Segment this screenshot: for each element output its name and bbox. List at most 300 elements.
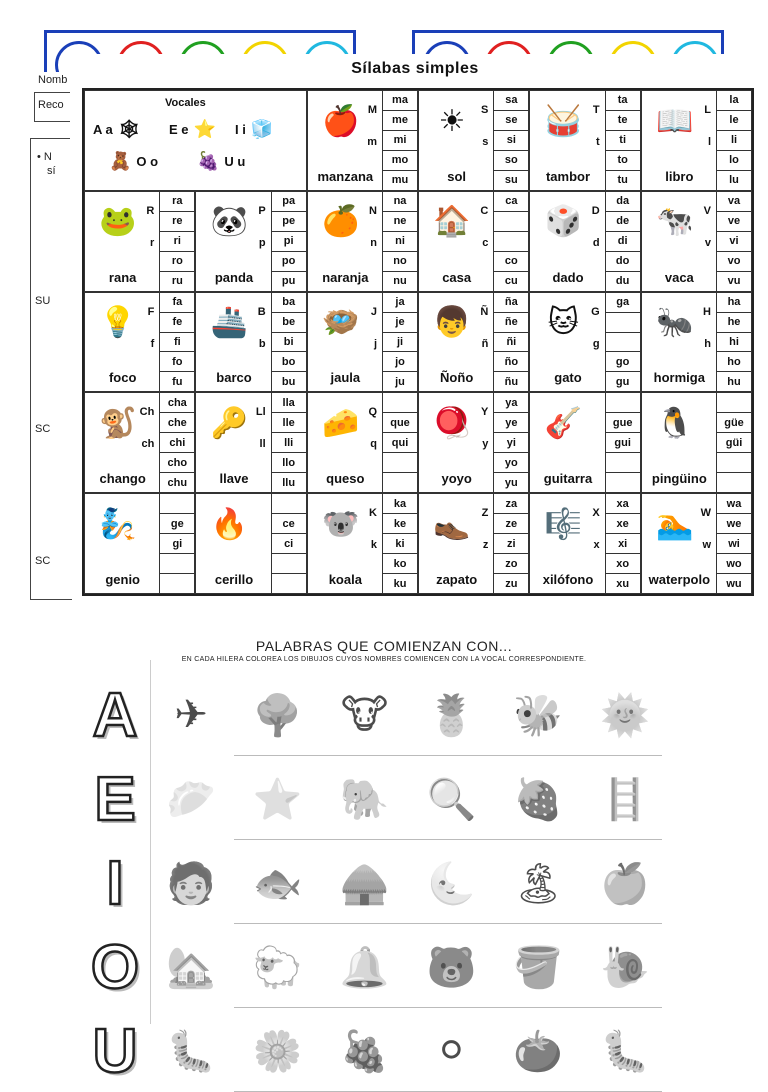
vowel-u xyxy=(197,151,245,172)
syllable: gu xyxy=(615,375,630,388)
cell-letters xyxy=(140,401,155,455)
house-icon[interactable]: 🏡 xyxy=(166,945,216,990)
cell-word: panda xyxy=(214,269,254,285)
indian-icon[interactable]: 🧑 xyxy=(166,861,216,906)
cell-letters xyxy=(480,200,488,254)
syllable: pe xyxy=(272,212,306,232)
cell-word: hormiga xyxy=(653,370,705,386)
cell-letters xyxy=(258,200,265,254)
lowercase-letter: r xyxy=(150,236,155,249)
syllable: llu xyxy=(282,476,296,489)
syllable: ha xyxy=(717,293,751,313)
syllable xyxy=(606,333,640,353)
cell-word: tambor xyxy=(545,168,591,184)
syllable: fo xyxy=(160,352,194,372)
lowercase-letter: g xyxy=(592,337,600,350)
syllable-cell-22 xyxy=(84,493,195,594)
cell-word: libro xyxy=(665,168,694,184)
ladder-icon[interactable]: 🪜 xyxy=(600,777,650,822)
lowercase-letter: ch xyxy=(141,438,155,451)
worksheet-title: PALABRAS QUE COMIENZAN CON... xyxy=(255,638,513,654)
sheep-icon[interactable]: 🐑 xyxy=(252,945,303,990)
syllable: ya xyxy=(494,393,528,413)
vowel-o-letters: O o xyxy=(136,154,159,169)
syllable: pa xyxy=(272,192,306,212)
syllable: wu xyxy=(726,577,742,590)
syllable xyxy=(494,212,528,232)
cow-icon: 🐄 xyxy=(655,205,694,239)
mirror-icon[interactable]: 🔍 xyxy=(426,777,477,822)
syllable-column xyxy=(271,393,306,492)
cell-word: foco xyxy=(108,370,137,386)
uppercase-letter: C xyxy=(480,204,489,217)
syllable: ji xyxy=(383,333,417,353)
syllable-cell-0 xyxy=(307,90,418,191)
syllable-cell-18 xyxy=(307,392,418,493)
island-icon[interactable]: 🏝 xyxy=(512,861,564,906)
cell-word: guitarra xyxy=(543,471,593,487)
syllable: bi xyxy=(272,333,306,353)
syllable-cell-17 xyxy=(195,392,306,493)
syllable xyxy=(494,232,528,252)
lowercase-letter: ñ xyxy=(481,337,489,350)
syllable xyxy=(606,313,640,333)
lowercase-letter: n xyxy=(370,236,377,249)
uppercase-letter: Q xyxy=(368,406,377,419)
boy-icon: 👦 xyxy=(433,306,471,340)
syllable: wo xyxy=(717,554,751,574)
syllable: lla xyxy=(272,393,306,413)
bell-icon[interactable]: 🔔 xyxy=(339,945,390,990)
syllable: zo xyxy=(494,554,528,574)
vowel-u-letters: U u xyxy=(224,154,246,169)
shoe-icon: 👞 xyxy=(433,507,471,541)
syllable: bo xyxy=(272,352,306,372)
uppercase-letter: L xyxy=(704,104,711,116)
syllable: nu xyxy=(393,275,407,288)
bg-label-sc2: SC xyxy=(35,555,51,567)
lowercase-letter: c xyxy=(482,236,489,249)
vowel-row-i xyxy=(84,842,662,924)
syllable: yu xyxy=(504,476,518,489)
cell-letters xyxy=(369,502,377,556)
dice-icon: 🎲 xyxy=(544,205,582,239)
syllable: ti xyxy=(606,131,640,151)
syllable-column xyxy=(493,393,528,492)
syllable: ge xyxy=(160,514,194,534)
yoyo-icon: 🪀 xyxy=(433,406,471,440)
coloring-worksheet xyxy=(0,600,768,1086)
genie-icon: 🧞 xyxy=(99,507,137,541)
row-separator xyxy=(234,755,662,756)
cell-word: queso xyxy=(326,471,365,487)
cell-letters xyxy=(592,502,599,556)
syllable: gue xyxy=(606,413,640,433)
bg-label-sc1: SC xyxy=(35,423,51,435)
row-separator xyxy=(234,839,662,840)
syllable: ze xyxy=(494,514,528,534)
syllable: na xyxy=(383,192,417,212)
caterpillar-icon[interactable]: 🐛 xyxy=(600,1029,650,1074)
lowercase-letter: d xyxy=(592,236,600,249)
syllable: mu xyxy=(391,174,409,187)
syllable-cell-20 xyxy=(529,392,640,493)
key-icon: 🔑 xyxy=(210,406,248,440)
syllable-column xyxy=(159,293,194,392)
syllable: go xyxy=(606,352,640,372)
cell-word: sol xyxy=(447,168,467,184)
bear-icon[interactable]: 🐻 xyxy=(426,945,477,990)
syllable: cu xyxy=(504,275,518,288)
cell-letters xyxy=(704,99,711,153)
snail-icon[interactable]: 🐌 xyxy=(600,945,650,990)
syllable xyxy=(383,393,417,413)
apple-icon[interactable]: 🍏 xyxy=(600,861,650,906)
syllable: sa xyxy=(494,91,528,111)
monkey-icon: 🐒 xyxy=(99,406,137,440)
cell-letters xyxy=(481,401,488,455)
flower-icon[interactable]: 🌼 xyxy=(252,1029,303,1074)
syllable: xu xyxy=(616,577,630,590)
syllable: gi xyxy=(160,534,194,554)
vowel-row-e xyxy=(84,758,662,840)
syllable xyxy=(272,494,306,514)
cell-word: chango xyxy=(99,471,146,487)
syllable: vi xyxy=(717,232,751,252)
fish-icon[interactable]: 🐟 xyxy=(252,861,303,906)
syllable: ba xyxy=(272,293,306,313)
syllable: gui xyxy=(606,433,640,453)
cell-word: manzana xyxy=(317,168,374,184)
syllable xyxy=(606,393,640,413)
syllable xyxy=(160,574,194,593)
syllable-column xyxy=(493,91,528,190)
syllable: güe xyxy=(717,413,751,433)
syllable-cell-6 xyxy=(307,191,418,292)
cow-icon[interactable]: 🐮 xyxy=(340,693,389,737)
lowercase-letter: l xyxy=(707,136,711,148)
cell-word: genio xyxy=(105,572,140,587)
syllable: zi xyxy=(494,534,528,554)
syllable: se xyxy=(494,111,528,131)
row-separator xyxy=(234,923,662,924)
uppercase-letter: Ñ xyxy=(480,305,489,318)
cell-word: barco xyxy=(216,370,252,386)
syllable: wi xyxy=(717,534,751,554)
syllable: do xyxy=(606,252,640,272)
syllable xyxy=(717,393,751,413)
syllable: ño xyxy=(494,352,528,372)
syllable-column xyxy=(605,393,640,492)
uppercase-letter: K xyxy=(369,507,377,520)
row-drawings xyxy=(154,764,662,834)
elephant-icon[interactable]: 🐘 xyxy=(339,777,390,822)
syllable: lo xyxy=(717,151,751,171)
syllable: lli xyxy=(272,433,306,453)
igloo-icon[interactable]: 🛖 xyxy=(339,861,390,906)
lowercase-letter: y xyxy=(482,438,489,451)
cell-word: dado xyxy=(552,269,584,285)
vowel-e xyxy=(169,119,216,140)
syllable-column xyxy=(493,494,528,593)
cell-letters xyxy=(480,301,488,355)
syllable: pi xyxy=(272,232,306,252)
syllable: me xyxy=(383,111,417,131)
tree-icon[interactable]: 🌳 xyxy=(252,693,303,738)
syllable-cell-9 xyxy=(641,191,752,292)
book-icon: 📖 xyxy=(655,104,694,138)
lowercase-letter: p xyxy=(258,236,266,249)
syllable-column xyxy=(271,293,306,392)
bg-label-si: sí xyxy=(47,165,56,177)
vowel-i-letters: I i xyxy=(235,122,246,137)
row-vowel-letter: E xyxy=(94,764,136,834)
syllable: di xyxy=(606,232,640,252)
vowel-row-o xyxy=(84,926,662,1008)
syllable: le xyxy=(717,111,751,131)
uppercase-letter: W xyxy=(700,507,711,520)
lowercase-letter: x xyxy=(593,539,600,552)
syllable xyxy=(160,494,194,514)
grapes-icon[interactable]: 🍇 xyxy=(339,1029,390,1074)
syllable-column xyxy=(159,192,194,291)
uppercase-letter: X xyxy=(592,507,600,520)
syllable: vo xyxy=(717,252,751,272)
lowercase-letter: h xyxy=(704,337,711,350)
syllable: ra xyxy=(160,192,194,212)
syllable-column xyxy=(382,293,417,392)
syllable: ko xyxy=(383,554,417,574)
syllable xyxy=(160,554,194,574)
syllable: zu xyxy=(505,577,518,590)
syllable: ca xyxy=(494,192,528,212)
moon-icon[interactable]: 🌜 xyxy=(426,861,477,906)
syllable: xo xyxy=(606,554,640,574)
cell-word: Ñoño xyxy=(440,370,474,386)
syllable: fa xyxy=(160,293,194,313)
lowercase-letter: w xyxy=(702,539,711,552)
syllable: ho xyxy=(717,352,751,372)
bg-label-reco: Reco xyxy=(38,99,64,111)
lowercase-letter: f xyxy=(150,337,155,350)
syllable: ku xyxy=(393,577,407,590)
vowel-i xyxy=(235,119,273,140)
lowercase-letter: q xyxy=(370,438,377,451)
cell-word: casa xyxy=(442,269,472,285)
row-vowel-letter: A xyxy=(92,680,138,750)
lowercase-letter: ll xyxy=(259,438,266,451)
syllable: he xyxy=(717,313,751,333)
airplane-icon[interactable]: ✈ xyxy=(174,693,208,737)
syllable-cell-12 xyxy=(307,292,418,393)
syllable-cell-5 xyxy=(195,191,306,292)
syllable: za xyxy=(494,494,528,514)
syllable: wa xyxy=(717,494,751,514)
syllable-cell-21 xyxy=(641,392,752,493)
worksheet-instructions: EN CADA HILERA COLOREA LOS DIBUJOS CUYOS NOMBRES COMIENCEN CON LA VOCAL CORRESPONDIENTE. xyxy=(181,656,587,663)
syllable: su xyxy=(504,174,518,187)
cell-word: yoyo xyxy=(441,471,472,487)
syllable-cell-27 xyxy=(641,493,752,594)
syllable: fu xyxy=(172,375,183,388)
row-drawings xyxy=(154,680,662,750)
uppercase-letter: Ch xyxy=(139,406,155,419)
syllable-column xyxy=(605,293,640,392)
syllable: ka xyxy=(383,494,417,514)
tomato-icon[interactable]: 🍅 xyxy=(513,1029,564,1074)
syllable: re xyxy=(160,212,194,232)
syllable: ñe xyxy=(494,313,528,333)
lowercase-letter: m xyxy=(367,136,377,148)
cell-letters xyxy=(367,99,377,153)
row-separator xyxy=(234,1007,662,1008)
lowercase-letter: k xyxy=(370,539,377,552)
teddy-bear-icon: 🧸 xyxy=(109,151,132,171)
cell-letters xyxy=(258,301,266,355)
syllable: che xyxy=(160,413,194,433)
syllable: ña xyxy=(494,293,528,313)
syllable-cell-24 xyxy=(307,493,418,594)
syllable-cell-23 xyxy=(195,493,306,594)
uppercase-letter: P xyxy=(258,204,266,217)
bg-instructions-box xyxy=(30,138,72,600)
vowel-e-letters: E e xyxy=(169,122,189,137)
syllable: ma xyxy=(383,91,417,111)
pineapple-icon[interactable]: 🍍 xyxy=(426,693,477,738)
xylophone-icon: 🎼 xyxy=(544,507,582,541)
syllable: te xyxy=(606,111,640,131)
koala-icon: 🐨 xyxy=(321,507,360,541)
syllable: po xyxy=(272,252,306,272)
syllable: yo xyxy=(494,453,528,473)
sun-icon[interactable]: 🌞 xyxy=(600,693,650,738)
bg-label-bullet: • N xyxy=(37,151,52,163)
cell-letters xyxy=(591,301,600,355)
syllable-cell-19 xyxy=(418,392,529,493)
syllable: ñu xyxy=(504,375,519,388)
syllable: güi xyxy=(717,433,751,453)
cell-letters xyxy=(148,301,155,355)
cell-word: naranja xyxy=(322,269,369,285)
syllable: ki xyxy=(383,534,417,554)
syllable-column xyxy=(716,192,751,291)
syllable: ru xyxy=(171,275,183,288)
cell-letters xyxy=(368,401,377,455)
syllable: llo xyxy=(272,453,306,473)
syllable: bu xyxy=(281,375,296,388)
syllable: xa xyxy=(606,494,640,514)
cell-letters xyxy=(701,502,711,556)
swimming-icon: 🏊 xyxy=(655,507,694,541)
empanada-icon[interactable]: 🥟 xyxy=(166,777,216,822)
penguin-icon: 🐧 xyxy=(655,406,694,440)
syllable: ye xyxy=(494,413,528,433)
syllable-column xyxy=(493,293,528,392)
syllable: ñi xyxy=(494,333,528,353)
uppercase-letter: H xyxy=(703,305,711,318)
cell-word: vaca xyxy=(664,269,694,285)
cell-letters xyxy=(256,401,266,455)
orange-icon: 🍊 xyxy=(321,205,360,239)
syllable: no xyxy=(383,252,417,272)
uppercase-letter: N xyxy=(369,204,377,217)
syllable: yi xyxy=(494,433,528,453)
grapes-icon: 🍇 xyxy=(197,151,220,171)
vowels-cell xyxy=(84,90,307,191)
guitar-icon: 🎸 xyxy=(544,406,582,440)
syllable: xi xyxy=(606,534,640,554)
drum-icon: 🥁 xyxy=(544,104,582,138)
uppercase-letter: G xyxy=(591,305,600,318)
circle-icon[interactable]: ⚪ xyxy=(434,1029,469,1073)
uppercase-letter: M xyxy=(367,104,377,116)
bucket-icon[interactable]: 🪣 xyxy=(513,945,564,990)
syllable-cell-16 xyxy=(84,392,195,493)
uppercase-letter: Y xyxy=(480,406,489,419)
syllable: du xyxy=(615,275,630,288)
sun-icon: ☀ xyxy=(438,104,466,138)
igloo-icon: 🧊 xyxy=(250,119,274,139)
cell-letters xyxy=(703,301,711,355)
syllable: ke xyxy=(383,514,417,534)
syllable-column xyxy=(382,91,417,190)
apple-icon: 🍎 xyxy=(321,104,360,138)
cheese-icon: 🧀 xyxy=(321,406,360,440)
syllable-column xyxy=(382,192,417,291)
cell-word: gato xyxy=(554,370,582,386)
row-vowel-letter: U xyxy=(92,1016,138,1086)
bee-icon[interactable]: 🐝 xyxy=(513,693,564,738)
syllable-cell-2 xyxy=(529,90,640,191)
syllable: lle xyxy=(272,413,306,433)
syllable xyxy=(606,453,640,473)
bg-label-su: SU xyxy=(35,295,51,307)
syllable: li xyxy=(717,131,751,151)
cell-word: llave xyxy=(219,471,249,487)
panda-icon: 🐼 xyxy=(210,205,248,239)
star-icon: ⭐ xyxy=(193,119,216,139)
uppercase-letter: R xyxy=(146,204,155,217)
house-icon: 🏠 xyxy=(433,205,471,239)
syllable xyxy=(606,473,640,492)
shape-icon[interactable]: 🐛 xyxy=(166,1029,216,1074)
syllable: cho xyxy=(160,453,194,473)
syllable: da xyxy=(606,192,640,212)
syllable: ni xyxy=(383,232,417,252)
uppercase-letter: Z xyxy=(481,507,489,520)
syllable: fi xyxy=(160,333,194,353)
strawberry-icon[interactable]: 🍓 xyxy=(513,777,564,822)
cell-word: koala xyxy=(328,572,362,587)
syllable-cell-25 xyxy=(418,493,529,594)
syllable-column xyxy=(382,393,417,492)
lowercase-letter: b xyxy=(258,337,266,350)
lowercase-letter: v xyxy=(704,236,711,249)
syllable-cell-15 xyxy=(641,292,752,393)
syllable xyxy=(717,473,751,492)
row-drawings xyxy=(154,848,662,918)
syllable: la xyxy=(717,91,751,111)
lightbulb-icon: 💡 xyxy=(99,306,137,340)
syllable: ja xyxy=(383,293,417,313)
star-icon[interactable]: ⭐ xyxy=(252,777,303,822)
uppercase-letter: S xyxy=(480,104,489,116)
syllable-column xyxy=(716,393,751,492)
syllable: ga xyxy=(606,293,640,313)
syllable: ci xyxy=(272,534,306,554)
syllable xyxy=(717,453,751,473)
uppercase-letter: F xyxy=(147,305,155,318)
